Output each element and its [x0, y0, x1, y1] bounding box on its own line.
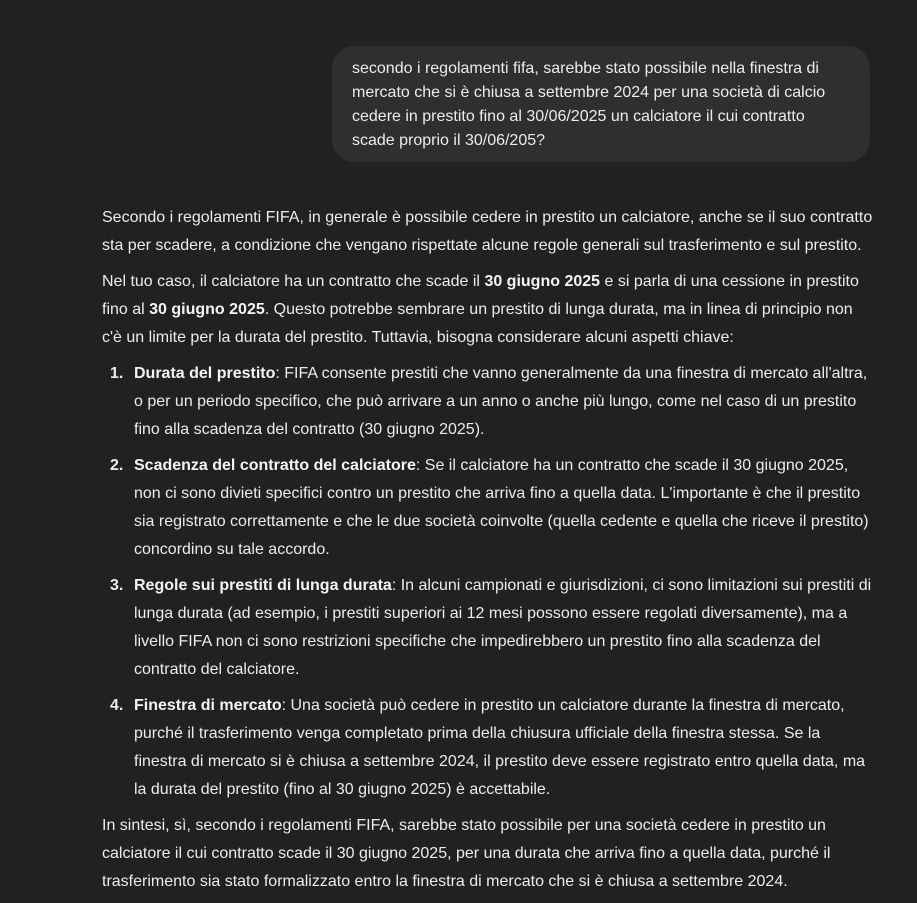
list-item-number: 3. [110, 577, 124, 594]
list-item [102, 572, 874, 684]
list-item-text: : Una società può cedere in prestito un calciatore durante la finestra di mercato, purché il trasferimento venga completato prima della chiusura ufficiale della finestra stessa. Se la finestra di mercato si è chiusa a settembre 2024, il prestito deve essere registrato entro quella data, ma la durata del prestito (fino al 30 giugno 2025) è accettabile. [134, 697, 866, 798]
list-item [102, 452, 874, 564]
user-message-text: secondo i regolamenti fifa, sarebbe stato possibile nella finestra di mercato che si è chiusa a settembre 2024 per una società di calcio cedere in prestito fino al 30/06/2025 un calciatore il cui contratto scade proprio il 30/06/205? [352, 60, 826, 149]
list-item-number: 2. [110, 457, 124, 474]
list-item-title: Scadenza del contratto del calciatore [134, 457, 416, 474]
response-intro: Secondo i regolamenti FIFA, in generale è possibile cedere in prestito un calciatore, anche se il suo contratto sta per scadere, a condizione che vengano rispettate alcune regole generali sul trasferimento e sul prestito. [102, 209, 873, 254]
user-message-bubble [332, 46, 870, 162]
bold-date-1: 30 giugno 2025 [484, 273, 601, 290]
key-aspects-list [102, 360, 874, 804]
list-item-title: Durata del prestito [134, 365, 276, 382]
list-item-number: 1. [110, 365, 124, 382]
list-item-title: Finestra di mercato [134, 697, 282, 714]
bold-date-2: 30 giugno 2025 [149, 301, 265, 318]
list-item [102, 692, 874, 804]
list-item-number: 4. [110, 697, 124, 714]
assistant-response [102, 204, 874, 903]
list-item [102, 360, 874, 444]
response-summary: In sintesi, sì, secondo i regolamenti FIFA, sarebbe stato possibile per una società cedere in prestito un calciatore il cui contratto scade il 30 giugno 2025, per una durata che arriva fino a quella data, purché il trasferimento sia stato formalizzato entro la finestra di mercato che si è chiusa a settembre 2024. [102, 817, 831, 890]
list-item-text: : In alcuni campionati e giurisdizioni, ci sono limitazioni sui prestiti di lunga durata (ad esempio, i prestiti superiori ai 12 mesi possono essere regolati diversamente), ma a livello FIFA non ci sono restrizioni specifiche che impedirebbero un prestito fino alla scadenza del contratto del calciatore. [134, 577, 872, 678]
list-item-text: : Se il calciatore ha un contratto che scade il 30 giugno 2025, non ci sono divieti specifici contro un prestito che arriva fino a quella data. L'importante è che il prestito sia registrato correttamente e che le due società coinvolte (quella cedente e quella che riceve il prestito) concordino su tale accordo. [134, 457, 869, 558]
list-item-title: Regole sui prestiti di lunga durata [134, 577, 392, 594]
response-paragraph-2: Nel tuo caso, il calciatore ha un contratto che scade il 30 giugno 2025 e si parla di una cessione in prestito fino al 30 giugno 2025. Questo potrebbe sembrare un prestito di lunga durata, ma in linea di principio non c'è un limite per la durata del prestito. Tuttavia, bisogna considerare alcuni aspetti chiave: [102, 273, 859, 346]
list-item-text: : FIFA consente prestiti che vanno generalmente da una finestra di mercato all'altra, o per un periodo specifico, che può arrivare a un anno o anche più lungo, come nel caso di un prestito fino alla scadenza del contratto (30 giugno 2025). [134, 365, 868, 438]
